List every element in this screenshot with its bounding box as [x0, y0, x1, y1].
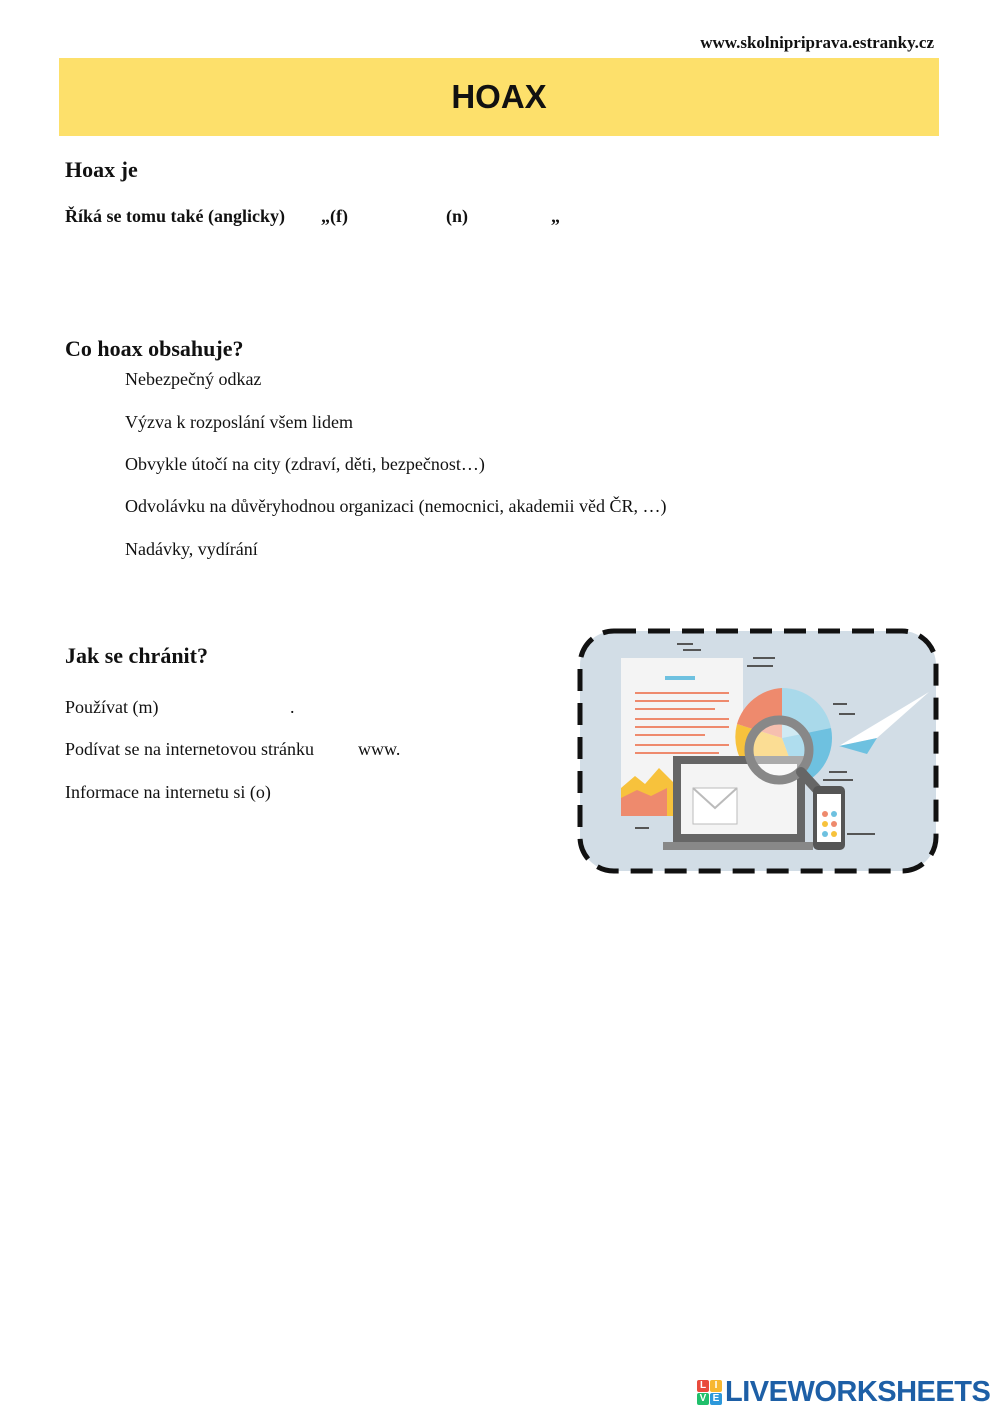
website-line-label: Podívat se na internetovou stránku: [65, 739, 314, 759]
logo-text: LIVEWORKSHEETS: [725, 1376, 991, 1408]
email-document-illustration: [577, 628, 939, 874]
heading-contents: Co hoax obsahuje?: [65, 336, 244, 361]
liveworksheets-logo: [697, 1376, 990, 1409]
use-line-label: Používat (m): [65, 697, 159, 717]
list-item: Nadávky, vydírání: [125, 539, 258, 559]
quote-f-label: „(f): [321, 206, 348, 226]
english-term-prompt: Říká se tomu také (anglicky): [65, 206, 285, 226]
list-item: Obvykle útočí na city (zdraví, děti, bezpečnost…): [125, 454, 485, 474]
use-line-period: .: [290, 697, 295, 717]
closing-quote: „: [551, 206, 560, 226]
www-prefix: www.: [358, 739, 401, 759]
title-banner: [59, 58, 939, 136]
list-item: Nebezpečný odkaz: [125, 369, 262, 389]
list-item: Výzva k rozposlání všem lidem: [125, 412, 353, 432]
list-item: Odvolávku na důvěryhodnou organizaci (nemocnici, akademii věd ČR, …): [125, 496, 667, 516]
heading-protection: Jak se chránit?: [65, 643, 208, 668]
site-url: www.skolnipriprava.estranky.cz: [700, 33, 934, 52]
verify-line-label: Informace na internetu si (o): [65, 782, 271, 802]
page-title: HOAX: [451, 78, 547, 115]
logo-mark-icon: L I V E: [697, 1380, 722, 1405]
heading-hoax-je: Hoax je: [65, 157, 138, 182]
n-label: (n): [446, 206, 468, 226]
